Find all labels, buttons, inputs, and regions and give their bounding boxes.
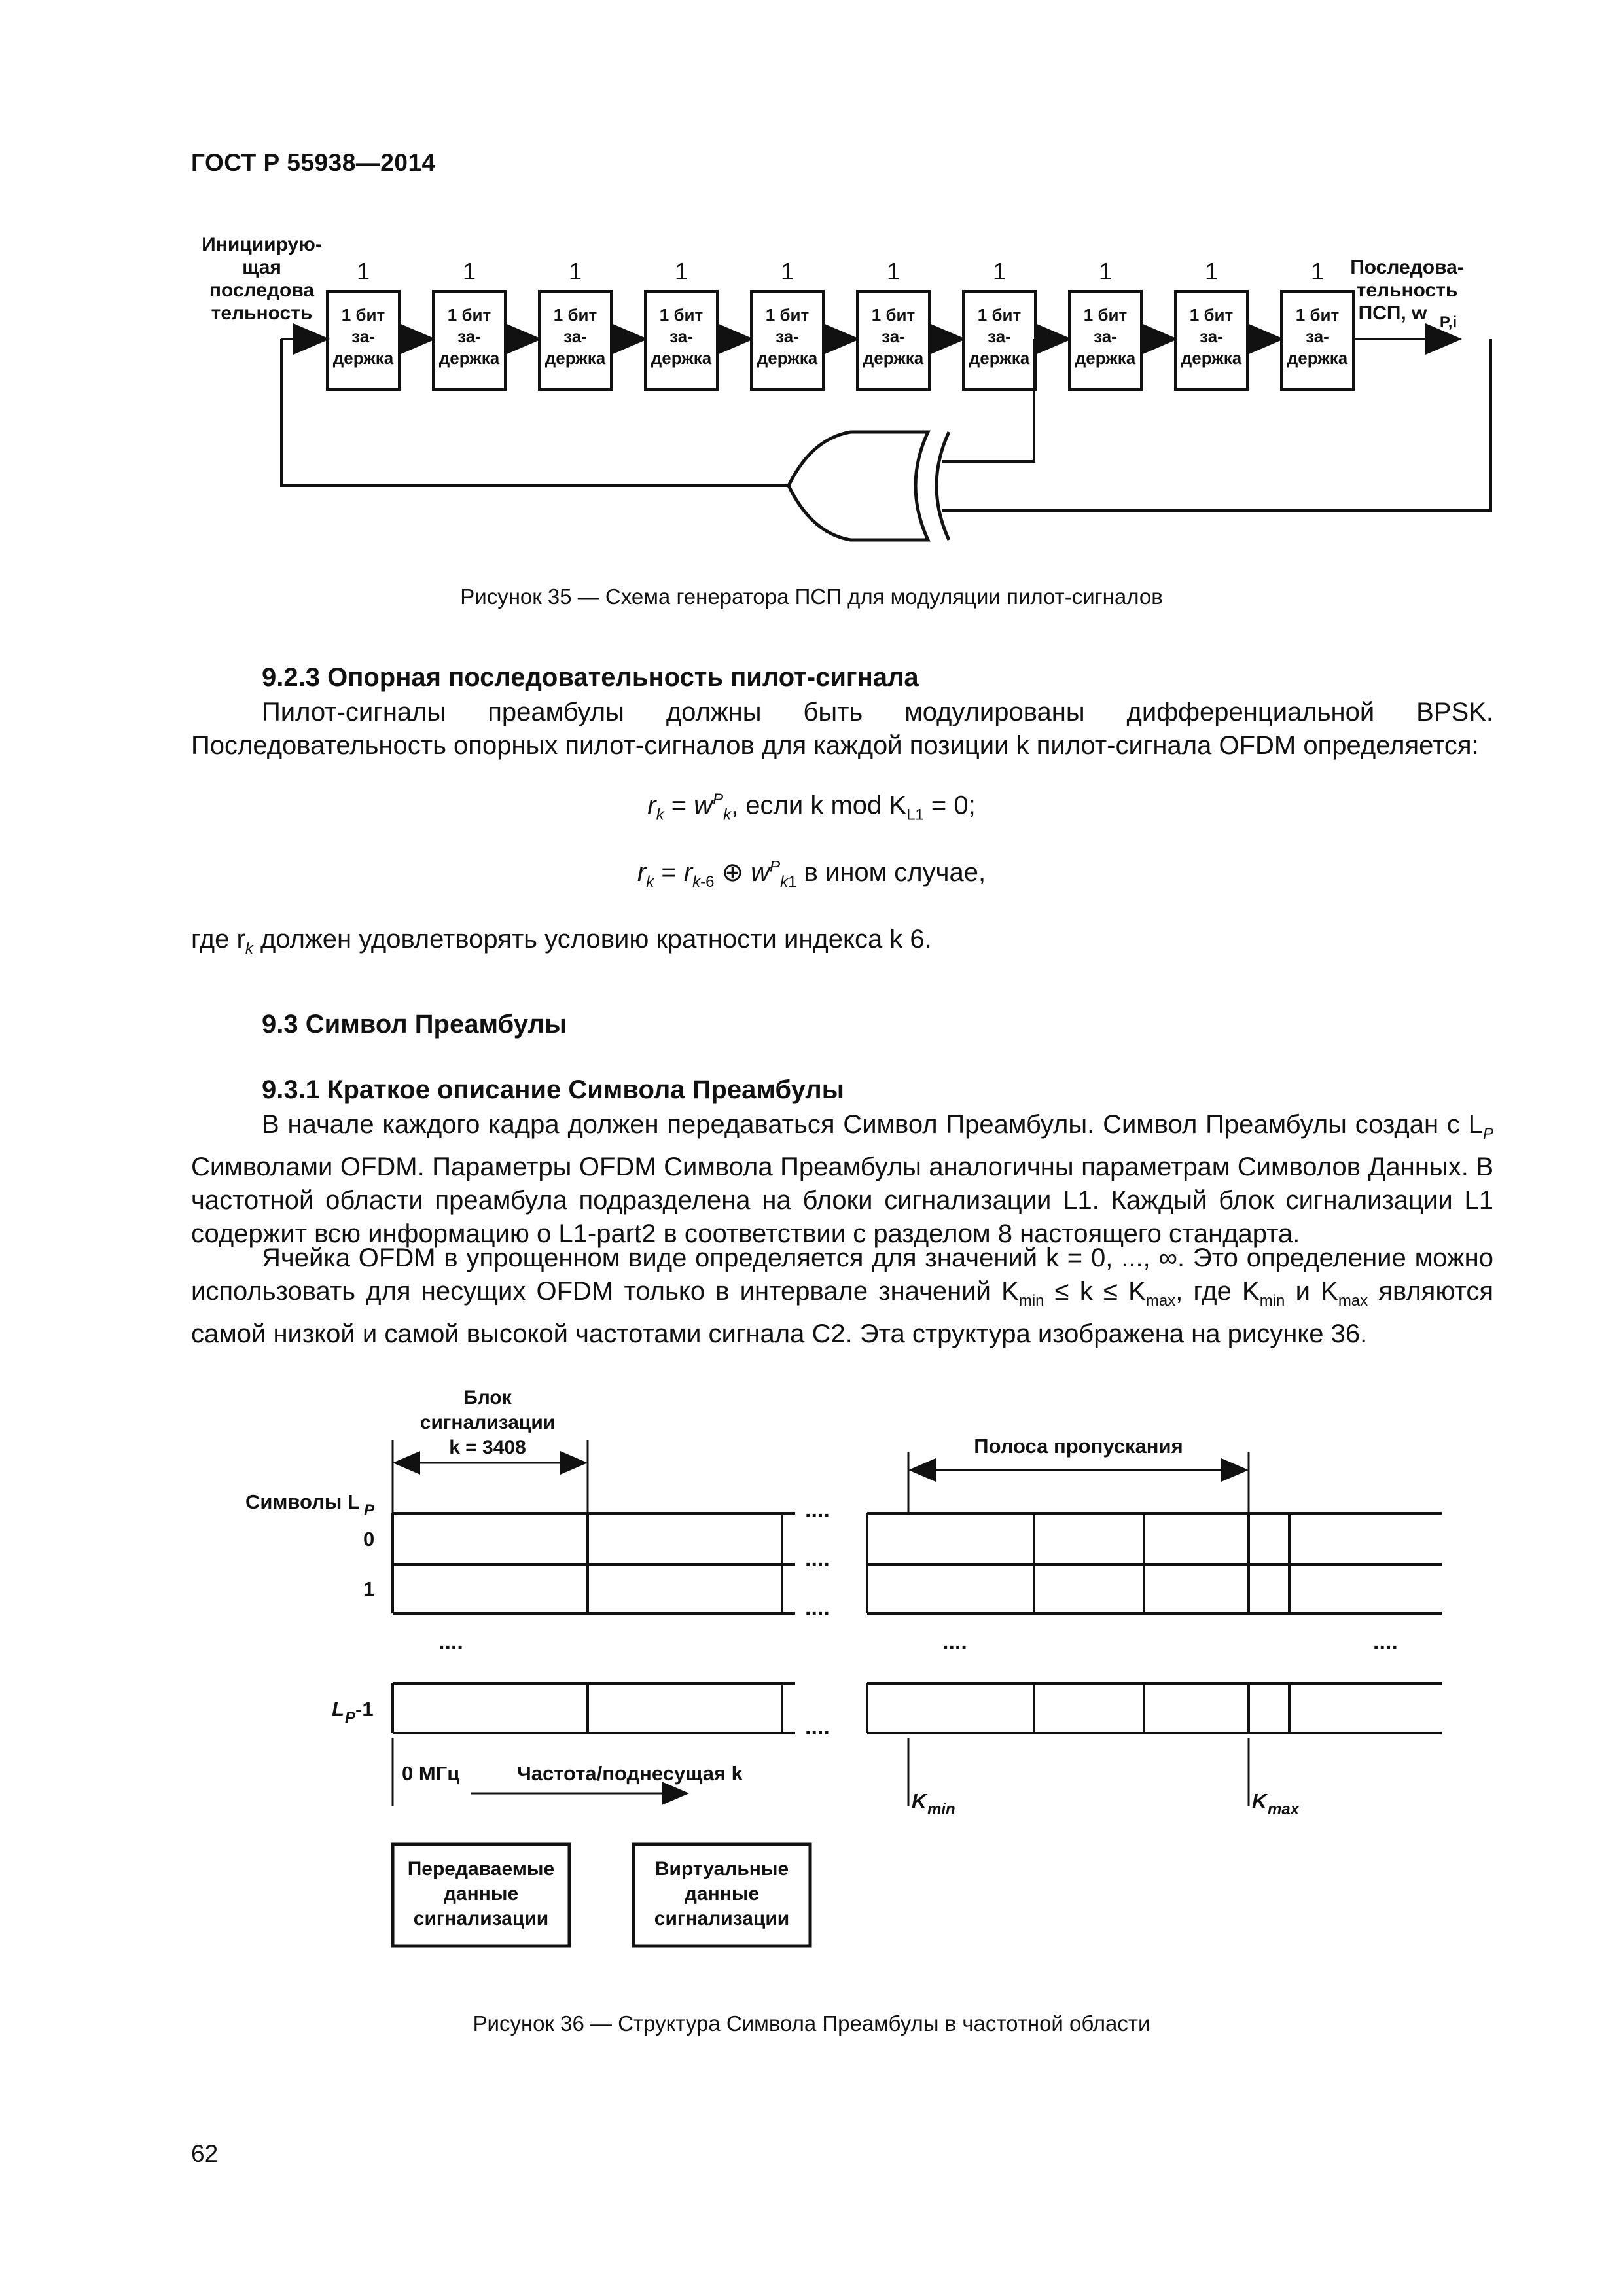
svg-text:P: P bbox=[345, 1709, 356, 1727]
delay-block-label: держка bbox=[332, 348, 394, 368]
axis-labels bbox=[402, 1762, 1300, 1818]
svg-text:данные: данные bbox=[443, 1883, 519, 1905]
init-bit-label: 1 bbox=[780, 258, 794, 285]
delay-block-label: 1 бит bbox=[1189, 305, 1234, 325]
delay-block bbox=[857, 258, 929, 389]
output-label bbox=[1350, 257, 1464, 331]
delay-block bbox=[1175, 258, 1247, 389]
svg-text:ПСП, w: ПСП, w bbox=[1358, 302, 1427, 324]
delay-block-label: 1 бит bbox=[765, 305, 810, 325]
delay-block-label: за- bbox=[1094, 327, 1117, 346]
svg-text:тельность: тельность bbox=[211, 302, 313, 324]
formula-2: $r_k = r_{k-6}$ ⊕ $w^P_{k1}$ в ином случае, bbox=[637, 857, 986, 891]
svg-text:....: .... bbox=[805, 1547, 830, 1571]
delay-block bbox=[645, 258, 717, 389]
svg-text:-1: -1 bbox=[355, 1698, 374, 1721]
svg-text:сигнализации: сигнализации bbox=[654, 1908, 790, 1929]
delay-block bbox=[1069, 258, 1141, 389]
figure-35-diagram bbox=[0, 0, 1623, 576]
delay-block bbox=[327, 258, 399, 389]
delay-block-label: 1 бит bbox=[341, 305, 385, 325]
delay-block-label: 1 бит bbox=[1083, 305, 1128, 325]
figure-36-caption: Рисунок 36 — Структура Символа Преамбулы в частотной области bbox=[473, 2011, 1150, 2036]
svg-text:P: P bbox=[364, 1501, 375, 1519]
delay-block-label: держка bbox=[757, 348, 818, 368]
init-bit-label: 1 bbox=[462, 258, 476, 285]
svg-text:Блок: Блок bbox=[463, 1387, 512, 1408]
svg-text:P,i: P,i bbox=[1439, 314, 1457, 331]
svg-text:....: .... bbox=[1373, 1630, 1398, 1655]
svg-text:1: 1 bbox=[363, 1577, 375, 1600]
delay-block-label: за- bbox=[351, 327, 375, 346]
delay-block-label: держка bbox=[1181, 348, 1242, 368]
legend-transmitted bbox=[393, 1844, 569, 1946]
svg-text:....: .... bbox=[942, 1630, 967, 1655]
svg-text:Передаваемые: Передаваемые bbox=[407, 1858, 555, 1880]
delay-block-label: держка bbox=[544, 348, 606, 368]
delay-block-label: держка bbox=[1287, 348, 1348, 368]
svg-text:сигнализации: сигнализации bbox=[419, 1412, 556, 1433]
svg-text:данные: данные bbox=[684, 1883, 760, 1905]
svg-text:....: .... bbox=[805, 1715, 830, 1740]
delay-block-label: за- bbox=[988, 327, 1011, 346]
svg-text:Частота/поднесущая k: Частота/поднесущая k bbox=[517, 1762, 743, 1785]
delay-block-label: за- bbox=[1306, 327, 1329, 346]
svg-text:min: min bbox=[927, 1801, 955, 1818]
svg-text:max: max bbox=[1268, 1801, 1300, 1818]
svg-text:Последова-: Последова- bbox=[1350, 257, 1464, 278]
svg-text:Инициирую-: Инициирую- bbox=[202, 234, 322, 255]
ellipsis-group bbox=[438, 1498, 1398, 1740]
init-bit-label: 1 bbox=[1204, 258, 1219, 285]
delay-block bbox=[433, 258, 505, 389]
row-labels bbox=[245, 1490, 375, 1727]
delay-block-label: 1 бит bbox=[1295, 305, 1340, 325]
init-bit-label: 1 bbox=[992, 258, 1007, 285]
svg-text:0: 0 bbox=[363, 1528, 375, 1551]
delay-block bbox=[751, 258, 823, 389]
delay-block-label: 1 бит bbox=[977, 305, 1022, 325]
section-931-paragraph-1: В начале каждого кадра должен передаваться Символ Преамбулы. Символ Преамбулы создан с $L_P$ Символами OFDM. Параметры OFDM Символа Преамбулы аналогичны параметрам Символов Данных. В частотной области преамбула подразделена на блоки сигнализации L1. Каждый блок сигнализации L1 содержит всю информацию о L1-part2 в соответствии с разделом 8 настоящего стандарта. bbox=[191, 1110, 1493, 1248]
delay-block bbox=[1281, 258, 1353, 389]
init-bit-label: 1 bbox=[356, 258, 370, 285]
delay-block bbox=[539, 258, 611, 389]
delay-block-label: за- bbox=[1200, 327, 1223, 346]
svg-text:L: L bbox=[332, 1698, 344, 1721]
delay-block-label: за- bbox=[457, 327, 481, 346]
section-93-heading: 9.3 Символ Преамбулы bbox=[262, 1010, 567, 1039]
init-bit-label: 1 bbox=[1098, 258, 1113, 285]
svg-text:0 МГц: 0 МГц bbox=[402, 1762, 460, 1785]
delay-chain bbox=[327, 258, 1459, 389]
svg-text:K: K bbox=[1252, 1789, 1267, 1812]
delay-block-label: держка bbox=[863, 348, 924, 368]
delay-block-label: 1 бит bbox=[553, 305, 597, 325]
band-label: Полоса пропускания bbox=[974, 1435, 1183, 1458]
delay-block-label: держка bbox=[438, 348, 500, 368]
delay-block-label: 1 бит bbox=[659, 305, 704, 325]
delay-block-label: за- bbox=[669, 327, 693, 346]
xor-gate-icon bbox=[789, 432, 949, 540]
page-number: 62 bbox=[191, 2140, 219, 2167]
svg-text:Виртуальные: Виртуальные bbox=[654, 1858, 789, 1880]
formula-explanation: где $r_k$ должен удовлетворять условию кратности индекса k 6. bbox=[191, 925, 932, 958]
formula-1: $r_k = w^P_k$, если k mod $K_{L1} = 0$; bbox=[647, 791, 976, 824]
figure-35-caption: Рисунок 35 — Схема генератора ПСП для модуляции пилот-сигналов bbox=[460, 584, 1163, 609]
svg-text:K: K bbox=[912, 1789, 927, 1812]
block-label bbox=[420, 1387, 555, 1458]
section-931-paragraph-2: Ячейка OFDM в упрощенном виде определяется для значений k = 0, ..., ∞. Это определение можно использовать для несущих OFDM только в интервале значений $K_{min} \le k \le K_{max}$, где $K_{min}$ и $K_{max}$ являются самой низкой и самой высокой частотами сигнала С2. Эта структура изображена на рисунке 36. bbox=[191, 1244, 1493, 1348]
figure-36-diagram bbox=[0, 1374, 1623, 2029]
init-bit-label: 1 bbox=[568, 258, 582, 285]
section-923-paragraph: Пилот-сигналы преамбулы должны быть модулированы дифференциальной BPSK. Последовательность опорных пилот-сигналов для каждой позиции k пилот-сигнала OFDM определяется: bbox=[191, 698, 1493, 760]
svg-text:....: .... bbox=[438, 1630, 463, 1655]
init-bit-label: 1 bbox=[886, 258, 901, 285]
svg-text:сигнализации: сигнализации bbox=[413, 1908, 549, 1929]
svg-text:щая: щая bbox=[242, 257, 281, 278]
svg-text:тельность: тельность bbox=[1356, 279, 1458, 301]
delay-block-label: за- bbox=[563, 327, 587, 346]
svg-text:....: .... bbox=[805, 1498, 830, 1522]
delay-block-label: держка bbox=[651, 348, 712, 368]
svg-text:Символы L: Символы L bbox=[245, 1490, 360, 1513]
legend-virtual bbox=[633, 1844, 810, 1946]
init-bit-label: 1 bbox=[1310, 258, 1325, 285]
symbol-grid bbox=[393, 1513, 1442, 1733]
delay-block-label: за- bbox=[882, 327, 905, 346]
document-header: ГОСТ Р 55938—2014 bbox=[191, 149, 436, 176]
delay-block-label: за- bbox=[776, 327, 799, 346]
svg-text:k = 3408: k = 3408 bbox=[449, 1437, 526, 1458]
delay-block-label: держка bbox=[969, 348, 1030, 368]
init-bit-label: 1 bbox=[674, 258, 688, 285]
delay-block-label: 1 бит bbox=[447, 305, 491, 325]
svg-text:....: .... bbox=[805, 1596, 830, 1621]
input-label bbox=[202, 234, 322, 324]
delay-block-label: держка bbox=[1075, 348, 1136, 368]
section-931-heading: 9.3.1 Краткое описание Символа Преамбулы bbox=[262, 1075, 844, 1104]
delay-block bbox=[963, 258, 1035, 389]
svg-text:последова: последова bbox=[209, 279, 315, 301]
section-923-heading: 9.2.3 Опорная последовательность пилот-сигнала bbox=[262, 663, 919, 692]
delay-block-label: 1 бит bbox=[871, 305, 916, 325]
